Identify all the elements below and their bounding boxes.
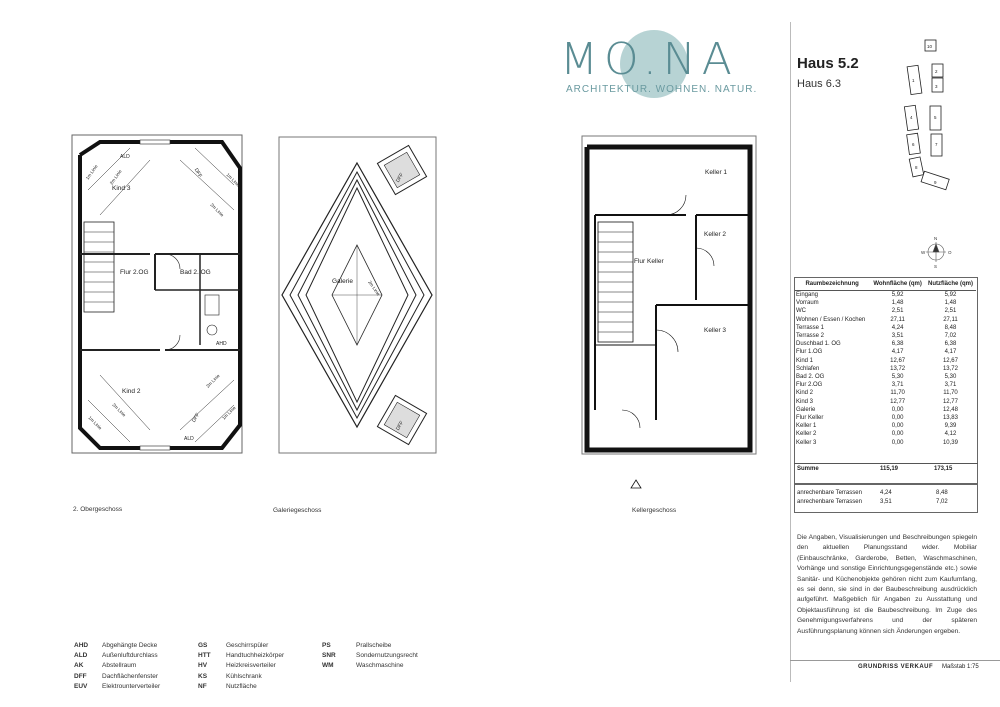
wohnflaeche-cell: 5,30 [891, 374, 904, 381]
room-name-cell: Flur 1.OG [796, 349, 823, 356]
sum-nutz: 173,15 [934, 466, 953, 472]
room-name-cell: Bad 2. OG [796, 374, 825, 381]
terrace-frame [794, 483, 978, 513]
nutzflaeche-cell: 6,38 [944, 341, 957, 348]
mark-label: 1m Linie [87, 415, 103, 431]
mark-label: AHD [216, 341, 227, 347]
legend-item: DFF Dachflächenfenster [74, 672, 159, 680]
table-row [794, 430, 976, 438]
wohnflaeche-cell: 0,00 [891, 406, 904, 413]
legend-item: KS Kühlschrank [198, 672, 262, 680]
table-row [794, 406, 976, 414]
sum-divider [794, 463, 978, 464]
caption-2og: 2. Obergeschoss [73, 506, 123, 513]
mark-label: 1m Linie [84, 163, 99, 181]
sum-label: Summe [797, 466, 819, 472]
terrace-wohn: 3,51 [880, 499, 892, 505]
site-label: 2 [935, 69, 938, 74]
wohnflaeche-cell: 6,38 [891, 341, 904, 348]
nutzflaeche-cell: 5,30 [944, 374, 957, 381]
wohnflaeche-cell: 4,17 [891, 349, 904, 356]
legend-item: AHD Abgehängte Decke [74, 642, 158, 649]
plan-keller [582, 136, 756, 488]
table-row [794, 414, 976, 422]
mark-label: 1m Linie [225, 172, 241, 188]
terrace-label: anrechenbare Terrassen [797, 499, 862, 505]
legend-item: WM Waschmaschine [322, 662, 404, 670]
room-name-cell: Terrasse 1 [796, 324, 825, 331]
mark-label: ALD [120, 154, 130, 160]
compass-e: O [948, 250, 952, 255]
footer-title: GRUNDRISS VERKAUF [858, 664, 934, 670]
table-row [794, 348, 976, 356]
room-label: Kind 2 [122, 388, 141, 395]
nutzflaeche-cell: 12,77 [942, 398, 958, 405]
table-row [794, 340, 976, 348]
terrace-nutz: 8,48 [936, 490, 948, 496]
terrace-wohn: 4,24 [880, 490, 892, 496]
table-row [794, 398, 976, 406]
compass-s: S [934, 264, 938, 269]
room-name-cell: Terrasse 2 [796, 333, 825, 340]
legend-item: NF Nutzfläche [198, 682, 257, 690]
legend-item: PS Prallscheibe [322, 642, 392, 649]
room-name-cell: Keller 1 [796, 423, 817, 430]
legend-item: EUV Elektrounterverteiler [74, 682, 161, 690]
nutzflaeche-cell: 5,92 [944, 292, 957, 298]
mark-label: 2m Linie [367, 279, 382, 297]
room-name-cell: Wohnen / Essen / Kochen [796, 316, 866, 323]
nutzflaeche-cell: 27,11 [943, 316, 958, 323]
terrace-nutz: 7,02 [936, 499, 948, 505]
mark-label: DFF [395, 172, 406, 184]
legend-item: HV Heizkreisverteiler [198, 662, 276, 670]
wohnflaeche-cell: 1,48 [891, 300, 904, 307]
table-row [794, 324, 976, 332]
wohnflaeche-cell: 3,51 [891, 333, 904, 340]
table-header: Raumbezeichnung [794, 278, 870, 291]
table-row [794, 291, 976, 300]
table-row [794, 316, 976, 324]
site-label: 10 [927, 44, 933, 49]
logo-tagline: ARCHITEKTUR. WOHNEN. NATUR. [566, 84, 758, 95]
nutzflaeche-cell: 4,17 [944, 349, 957, 356]
table-row [794, 439, 976, 447]
mark-label: 2m Linie [111, 402, 127, 418]
room-name-cell: Galerie [796, 406, 816, 413]
mark-label: 2m Linie [209, 202, 225, 218]
room-name-cell: Kind 3 [796, 398, 814, 405]
site-label: 7 [935, 142, 938, 147]
table-row [794, 422, 976, 430]
site-label: 6 [912, 142, 915, 147]
wohnflaeche-cell: 4,24 [891, 324, 904, 331]
wohnflaeche-cell: 0,00 [891, 423, 904, 430]
legend-col-1 [74, 641, 160, 692]
table-row [794, 381, 976, 389]
legend-item: GS Geschirrspüler [198, 642, 269, 649]
room-name-cell: Keller 2 [796, 431, 817, 438]
table-row [794, 357, 976, 365]
sum-wohn: 115,19 [880, 466, 899, 472]
wohnflaeche-cell: 0,00 [891, 415, 904, 422]
disclaimer: Die Angaben, Visualisierungen und Beschreibungen spiegeln den aktuellen Planungsstand wider. Mobiliar (Einbauschränke, Garderobe, Betten, Waschmaschinen, Vorhänge und sonstige Einrichtungsgegenstände etc.) sowie Sanitär- und Küchenobjekte gehören nicht zum Kaufumfang, es sei denn, sie sind in der Baubeschreibung ausdrücklich aufgeführt. Maßgeblich für Angaben zu Ausstattung und Objektausführung ist die Baubeschreibung. Im Zuge des Genehmigungsverfahrens und der späteren Ausführungsplanung können sich Änderungen ergeben. [797, 534, 977, 635]
room-name-cell: Kind 2 [796, 390, 814, 397]
table-row [794, 299, 976, 307]
nutzflaeche-cell: 12,67 [942, 357, 958, 364]
table-header: Wohnfläche (qm) [870, 278, 925, 291]
nutzflaeche-cell: 12,48 [942, 406, 958, 413]
room-label: Keller 2 [704, 231, 727, 238]
logo: MO.NA [560, 34, 738, 85]
nutzflaeche-cell: 3,71 [944, 382, 957, 389]
wohnflaeche-cell: 27,11 [890, 316, 905, 323]
wohnflaeche-cell: 0,00 [891, 439, 904, 446]
caption-keller: Kellergeschoss [632, 507, 677, 514]
room-label: Keller 1 [705, 169, 728, 176]
table-row [794, 332, 976, 340]
room-name-cell: Eingang [796, 292, 819, 298]
compass-n: N [934, 236, 938, 241]
plan-galerie [279, 137, 436, 453]
table-row [794, 365, 976, 373]
room-table [794, 277, 976, 447]
wohnflaeche-cell: 2,51 [891, 308, 904, 315]
mark-label: DFF [191, 412, 202, 424]
nutzflaeche-cell: 2,51 [944, 308, 957, 315]
nutzflaeche-cell: 9,39 [944, 423, 957, 430]
room-name-cell: Schlafen [796, 365, 820, 372]
plan-2og [72, 135, 242, 453]
wohnflaeche-cell: 5,92 [891, 292, 904, 298]
nutzflaeche-cell: 13,83 [942, 415, 958, 422]
site-label: 9 [934, 180, 937, 185]
terrace-label: anrechenbare Terrassen [797, 490, 862, 496]
wohnflaeche-cell: 11,70 [890, 390, 905, 397]
mark-label: ALD [184, 436, 194, 442]
room-name-cell: Keller 3 [796, 439, 817, 446]
wohnflaeche-cell: 13,72 [890, 365, 906, 372]
mark-label: DFF [192, 167, 203, 179]
legend-col-3 [322, 641, 418, 672]
room-label: Galerie [332, 278, 353, 285]
room-label: Kind 3 [112, 185, 131, 192]
room-name-cell: Flur Keller [796, 415, 824, 422]
site-label: 1 [912, 78, 915, 83]
room-name-cell: Vorraum [796, 300, 819, 307]
haus-subtitle: Haus 6.3 [797, 78, 842, 90]
haus-title: Haus 5.2 [797, 55, 859, 72]
table-row [794, 389, 976, 397]
table-row [794, 307, 976, 315]
wohnflaeche-cell: 12,67 [890, 357, 906, 364]
wohnflaeche-cell: 0,00 [891, 431, 904, 438]
room-name-cell: Duschbad 1. OG [796, 341, 841, 348]
nutzflaeche-cell: 13,72 [942, 365, 958, 372]
site-label: 3 [935, 84, 938, 89]
caption-galerie: Galeriegeschoss [273, 507, 322, 514]
table-header: Nutzfläche (qm) [925, 278, 976, 291]
site-label: 5 [934, 115, 937, 120]
mark-label: DFF [395, 420, 406, 432]
nutzflaeche-cell: 1,48 [944, 300, 957, 307]
mark-label: 2m Linie [205, 373, 221, 389]
legend-item: SNR Sondernutzungsrecht [322, 652, 418, 660]
footer-divider [790, 660, 1000, 661]
room-name-cell: Flur 2.OG [796, 382, 823, 389]
footer-scale: Maßstab 1:75 [942, 664, 979, 670]
nutzflaeche-cell: 8,48 [944, 324, 957, 331]
site-label: 8 [915, 165, 918, 170]
nutzflaeche-cell: 4,12 [944, 431, 957, 438]
room-label: Bad 2. OG [180, 269, 211, 276]
table-row [794, 373, 976, 381]
nutzflaeche-cell: 11,70 [943, 390, 958, 397]
room-label: Flur 2.OG [120, 269, 149, 276]
room-label: Keller 3 [704, 327, 727, 334]
legend-item: HTT Handtuchheizkörper [198, 652, 285, 660]
wohnflaeche-cell: 3,71 [891, 382, 904, 389]
nutzflaeche-cell: 10,39 [942, 439, 958, 446]
room-label: Flur Keller [634, 258, 664, 265]
mark-label: 2m Linie [108, 168, 123, 186]
wohnflaeche-cell: 12,77 [890, 398, 906, 405]
legend-item: AK Abstellraum [74, 662, 137, 670]
room-name-cell: WC [796, 308, 806, 315]
compass-w: W [921, 250, 926, 255]
nutzflaeche-cell: 7,02 [944, 333, 957, 340]
site-label: 4 [910, 115, 913, 120]
legend-item: ALD Außenluftdurchlass [74, 652, 158, 660]
room-name-cell: Kind 1 [796, 357, 814, 364]
mark-label: 1m Linie [221, 405, 237, 421]
legend-col-2 [198, 641, 284, 692]
